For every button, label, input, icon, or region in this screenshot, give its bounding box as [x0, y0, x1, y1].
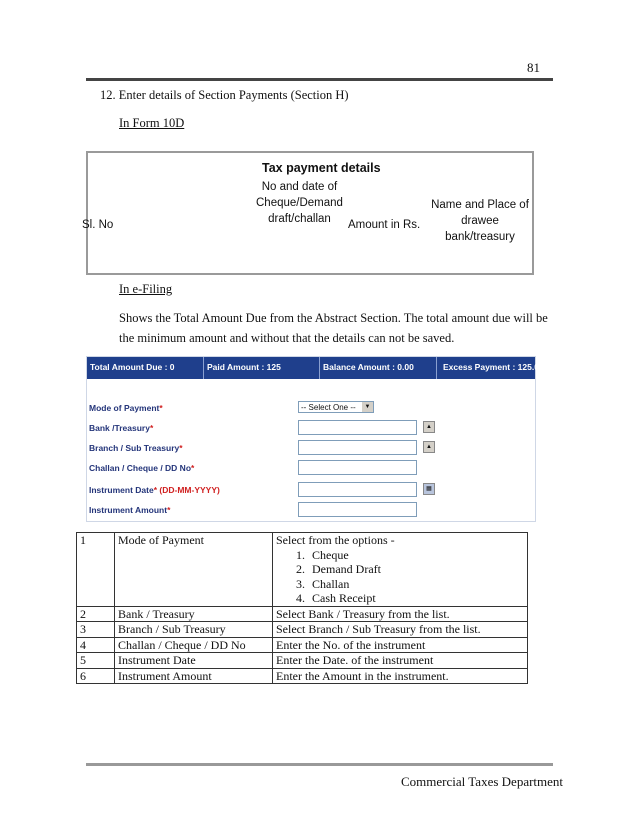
row-description: Select Branch / Sub Treasury from the list. — [273, 622, 528, 638]
option-item: 4. Cash Receipt — [308, 591, 524, 606]
mode-of-payment-label: Mode of Payment* — [89, 403, 163, 413]
column-amount: Amount in Rs. — [348, 219, 421, 231]
form10d-label: In Form 10D — [119, 116, 185, 130]
row-description: Enter the No. of the instrument — [273, 637, 528, 653]
footer-rule — [86, 763, 553, 766]
column-no-date-line3: draft/challan — [268, 213, 331, 225]
table-row — [77, 637, 528, 653]
excess-payment: Excess Payment : 125.0 — [443, 362, 539, 372]
footer-text: Commercial Taxes Department — [401, 774, 564, 789]
summary-bar — [87, 357, 539, 379]
efiling-screenshot — [86, 356, 539, 522]
instrument-amount-input[interactable] — [298, 502, 417, 517]
table-row — [77, 533, 528, 607]
row-field: Bank / Treasury — [115, 606, 273, 622]
table-row — [77, 668, 528, 684]
section-heading: 12. Enter details of Section Payments (Section H) — [100, 88, 349, 102]
row-number: 1 — [77, 533, 115, 607]
efiling-description: Shows the Total Amount Due from the Abstract Section. The total amount due will be the minimum amount and without that the details can not be saved. — [119, 311, 548, 345]
bank-treasury-label: Bank /Treasury* — [89, 423, 154, 433]
option-item: 1. Cheque — [308, 548, 524, 563]
row-field: Challan / Cheque / DD No — [115, 637, 273, 653]
column-no-date-line2: Cheque/Demand — [256, 197, 343, 209]
instrument-amount-label: Instrument Amount* — [89, 505, 171, 515]
column-name-place — [428, 197, 532, 245]
instrument-date-input[interactable] — [298, 482, 417, 497]
instructions-table — [76, 532, 528, 684]
total-amount-due: Total Amount Due : 0 — [90, 362, 175, 372]
row-description — [273, 533, 528, 607]
branch-sub-treasury-label: Branch / Sub Treasury* — [89, 443, 183, 453]
bank-lookup-icon[interactable]: ▲ — [423, 421, 435, 433]
table-row — [77, 653, 528, 669]
table-row — [77, 622, 528, 638]
row-number: 6 — [77, 668, 115, 684]
column-no-and-date — [256, 179, 343, 227]
options-list — [276, 548, 524, 606]
summary-separator — [319, 357, 320, 379]
row-number: 3 — [77, 622, 115, 638]
form10d-screenshot — [82, 151, 534, 275]
bank-treasury-input[interactable] — [298, 420, 417, 435]
mode-of-payment-select[interactable]: -- Select One -- ▼ — [298, 401, 374, 413]
row-description: Enter the Date. of the instrument — [273, 653, 528, 669]
table-row — [77, 606, 528, 622]
challan-cheque-dd-input[interactable] — [298, 460, 417, 475]
chevron-down-icon: ▼ — [362, 402, 373, 412]
column-sl-no: Sl. No — [82, 219, 114, 231]
row-field: Mode of Payment — [115, 533, 273, 607]
row-number: 5 — [77, 653, 115, 669]
efiling-label: In e-Filing — [119, 282, 173, 296]
row-field: Branch / Sub Treasury — [115, 622, 273, 638]
challan-cheque-dd-label: Challan / Cheque / DD No* — [89, 463, 195, 473]
form10d-title: Tax payment details — [262, 161, 381, 175]
calendar-icon[interactable]: ▦ — [423, 483, 435, 495]
paid-amount: Paid Amount : 125 — [207, 362, 281, 372]
options-intro: Select from the options - — [276, 533, 395, 547]
page-number: 81 — [527, 60, 540, 75]
row-description: Enter the Amount in the instrument. — [273, 668, 528, 684]
column-no-date-line1: No and date of — [261, 181, 338, 193]
branch-sub-treasury-input[interactable] — [298, 440, 417, 455]
summary-separator — [436, 357, 437, 379]
row-field: Instrument Date — [115, 653, 273, 669]
row-number: 4 — [77, 637, 115, 653]
instrument-date-label: Instrument Date* (DD-MM-YYYY) — [89, 485, 220, 495]
balance-amount: Balance Amount : 0.00 — [323, 362, 414, 372]
row-number: 2 — [77, 606, 115, 622]
option-item: 2. Demand Draft — [308, 562, 524, 577]
option-item: 3. Challan — [308, 577, 524, 592]
column-name-place-line1: Name and Place of — [431, 199, 529, 211]
branch-lookup-icon[interactable]: ▲ — [423, 441, 435, 453]
row-field: Instrument Amount — [115, 668, 273, 684]
summary-separator — [203, 357, 204, 379]
row-description: Select Bank / Treasury from the list. — [273, 606, 528, 622]
column-name-place-line2: drawee bank/treasury — [445, 215, 515, 243]
header-rule — [86, 78, 553, 81]
